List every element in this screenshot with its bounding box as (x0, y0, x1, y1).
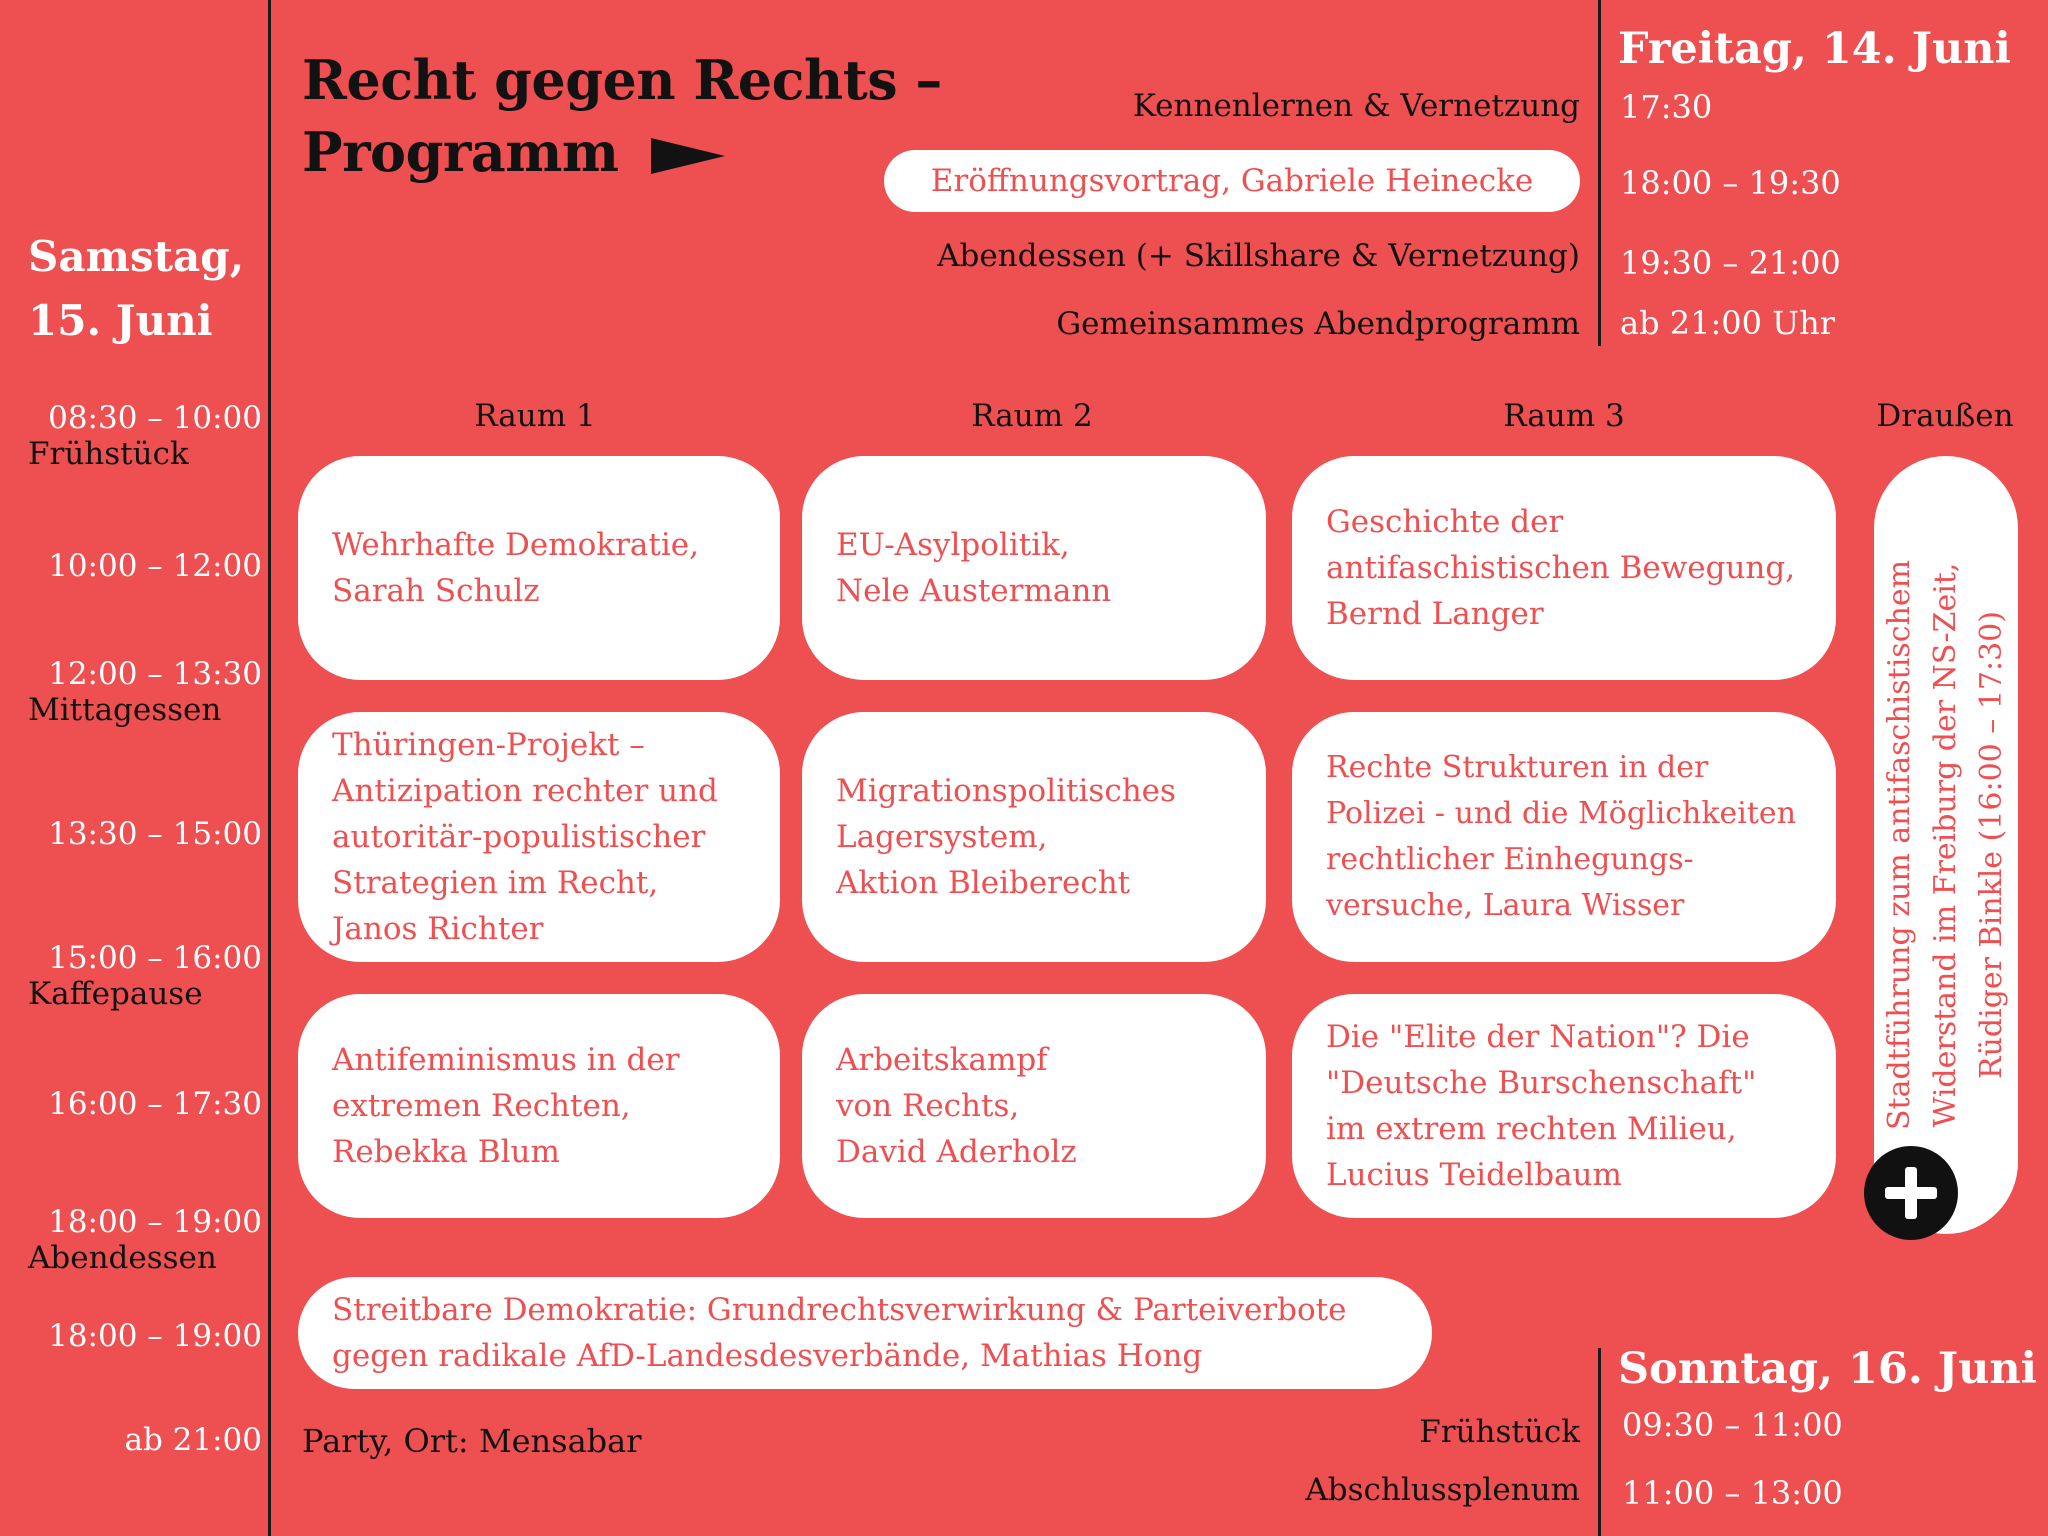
friday-label-4: Gemeinsammes Abendprogramm (1056, 306, 1580, 342)
evening-talk-card (298, 1277, 1432, 1389)
session-text: Migrationspolitisches Lagersystem, Aktion Bleiberecht (836, 773, 1176, 901)
slot-label: Kaffepause (28, 976, 203, 1012)
sunday-heading: Sonntag, 16. Juni (1618, 1344, 2037, 1394)
left-divider (268, 0, 271, 1536)
friday-label-2: Eröffnungsvortrag, Gabriele Heinecke (930, 163, 1534, 199)
session-card (1292, 712, 1836, 962)
sunday-label-1: Frühstück (1419, 1414, 1580, 1450)
time-slot (0, 1204, 262, 1276)
session-text: EU-Asylpolitik, Nele Austermann (836, 527, 1112, 609)
party-label: Party, Ort: Mensabar (302, 1422, 642, 1460)
sunday-label-2: Abschlussplenum (1305, 1472, 1580, 1508)
slot-time: 12:00 – 13:30 (48, 656, 262, 692)
friday-heading: Freitag, 14. Juni (1618, 24, 2011, 74)
friday-divider (1598, 0, 1601, 346)
friday-label-3: Abendessen (+ Skillshare & Vernetzung) (937, 238, 1580, 274)
slot-time: 08:30 – 10:00 (48, 400, 262, 436)
time-slot (0, 940, 262, 1012)
session-card (298, 456, 780, 680)
room-header-2: Raum 2 (971, 398, 1093, 434)
session-text: Rechte Strukturen in der Polizei - und die Möglichkeiten rechtlicher Einhegungs- versuche, Laura Wisser (1326, 750, 1797, 923)
evening-talk-text: Streitbare Demokratie: Grundrechtsverwirkung & Parteiverbote gegen radikale AfD-Landesdesverbände, Mathias Hong (332, 1292, 1347, 1374)
saturday-heading (28, 225, 244, 353)
outdoor-session-card (1874, 456, 2018, 1234)
session-text: Arbeitskampf von Rechts, David Aderholz (836, 1042, 1077, 1170)
sunday-time-2: 11:00 – 13:00 (1622, 1474, 1843, 1512)
session-card (802, 712, 1266, 962)
slot-time: 13:30 – 15:00 (48, 816, 262, 852)
title-line-1: Recht gegen Rechts – (302, 48, 942, 112)
time-slot (0, 1086, 262, 1122)
session-card (1292, 994, 1836, 1218)
time-slot (0, 816, 262, 852)
slot-time: 18:00 – 19:00 (48, 1318, 262, 1354)
time-slot (0, 656, 262, 728)
slot-label: Frühstück (28, 436, 189, 472)
plus-icon (1864, 1146, 1958, 1240)
sunday-divider (1598, 1348, 1601, 1536)
room-header-3: Raum 3 (1503, 398, 1625, 434)
session-card (802, 994, 1266, 1218)
page-title (302, 44, 942, 193)
room-header-outside: Draußen (1876, 398, 2014, 434)
session-text: Geschichte der antifaschistischen Bewegung, Bernd Langer (1326, 504, 1796, 632)
title-line-2: Programm (302, 120, 619, 184)
session-text: Die "Elite der Nation"? Die "Deutsche Burschenschaft" im extrem rechten Milieu, Lucius Teidelbaum (1326, 1019, 1757, 1193)
room-header-1: Raum 1 (474, 398, 596, 434)
saturday-heading-line-2: 15. Juni (28, 296, 213, 345)
slot-time: 18:00 – 19:00 (48, 1204, 262, 1240)
friday-time-1: 17:30 (1620, 88, 1713, 126)
slot-time: 10:00 – 12:00 (48, 548, 262, 584)
outdoor-session-text: Stadtführung zum antifaschistischem Widerstand im Freiburg der NS-Zeit, Rüdiger Binkle (16:00 – 17:30) (1882, 559, 2009, 1131)
friday-time-4: ab 21:00 Uhr (1620, 304, 1835, 342)
saturday-heading-line-1: Samstag, (28, 232, 245, 281)
play-arrow-icon (651, 121, 725, 193)
slot-time: 16:00 – 17:30 (48, 1086, 262, 1122)
session-card (1292, 456, 1836, 680)
time-slot (0, 1318, 262, 1354)
friday-label-1: Kennenlernen & Vernetzung (1132, 88, 1580, 124)
sunday-time-1: 09:30 – 11:00 (1622, 1406, 1843, 1444)
time-slot (0, 1422, 262, 1458)
session-card (802, 456, 1266, 680)
slot-label: Mittagessen (28, 692, 222, 728)
slot-time: 15:00 – 16:00 (48, 940, 262, 976)
friday-time-3: 19:30 – 21:00 (1620, 244, 1841, 282)
session-text: Thüringen-Projekt – Antizipation rechter und autoritär-populistischer Strategien im Recht, Janos Richter (332, 727, 718, 947)
session-card (298, 994, 780, 1218)
time-slot (0, 548, 262, 584)
friday-time-2: 18:00 – 19:30 (1620, 164, 1841, 202)
session-text: Wehrhafte Demokratie, Sarah Schulz (332, 527, 699, 609)
friday-highlight-pill (884, 150, 1580, 212)
slot-label: Abendessen (28, 1240, 217, 1276)
slot-time: ab 21:00 (124, 1422, 262, 1458)
time-slot (0, 400, 262, 472)
session-text: Antifeminismus in der extremen Rechten, Rebekka Blum (332, 1042, 680, 1170)
session-card (298, 712, 780, 962)
